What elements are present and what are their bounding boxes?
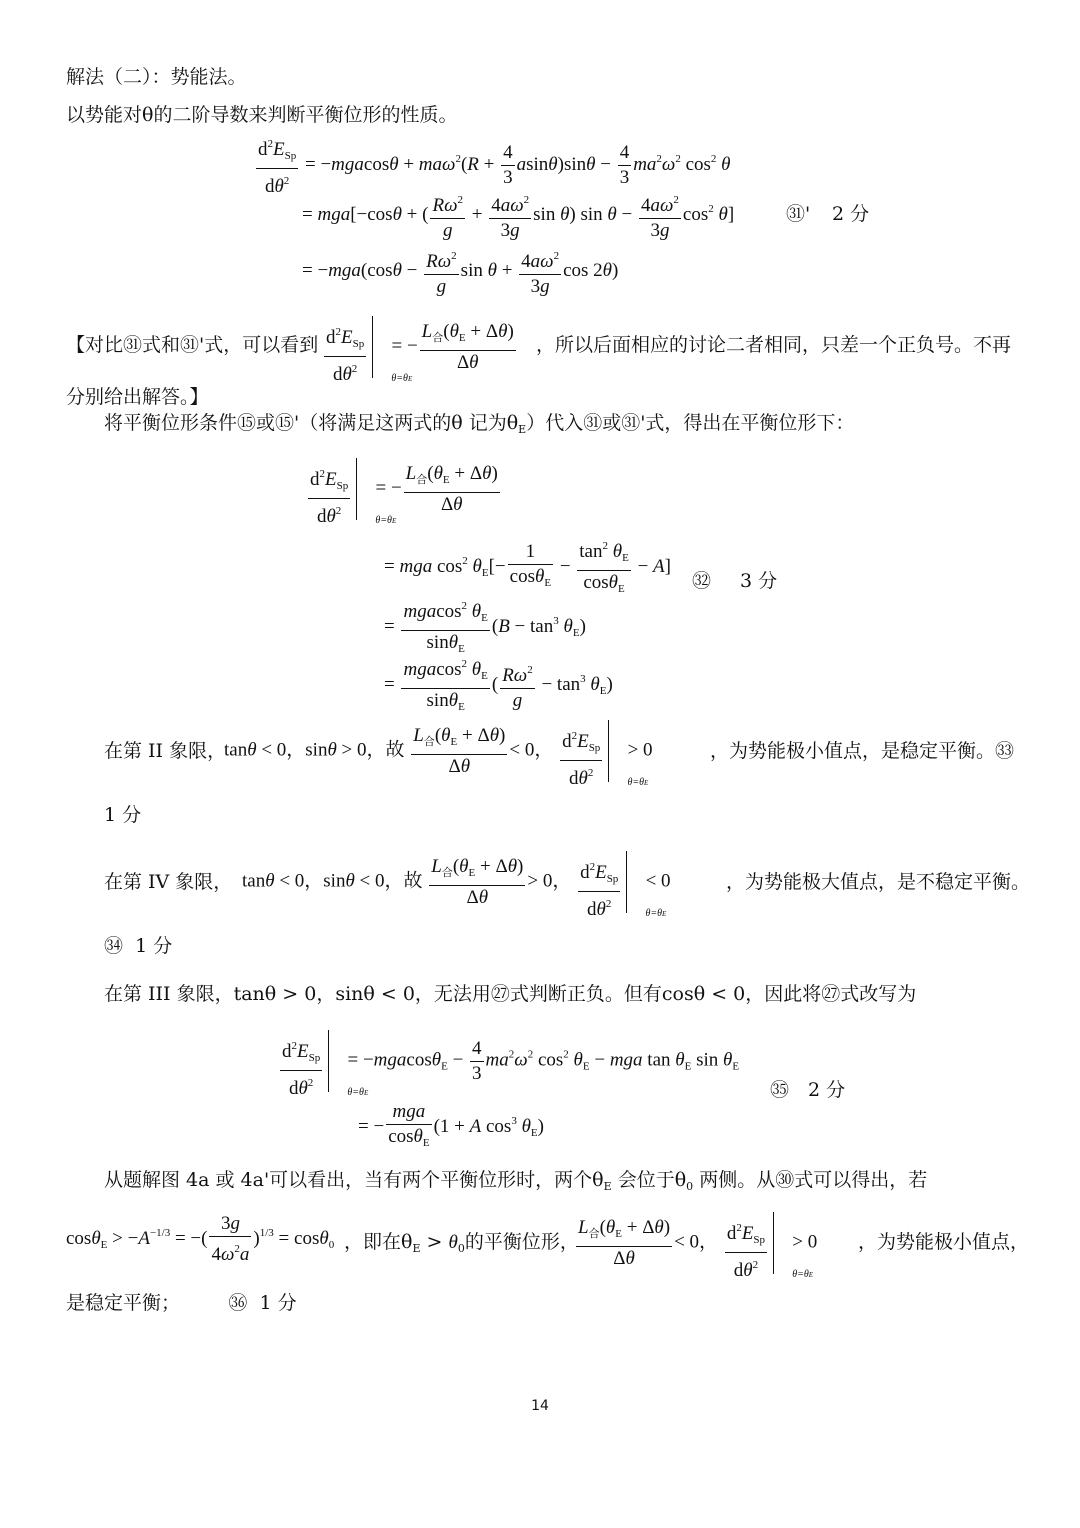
fig-text-head: 从题解图 4a 或 4a'可以看出，当有两个平衡位形时，两个θ xyxy=(104,1169,604,1191)
equation-35-line2: = − $\frac{\text{mga}}{\cos\theta_E}$ (1 + A $\cos^3 \theta_E$) xyxy=(358,1101,544,1149)
equation-32-tag: ㉜ xyxy=(692,570,712,592)
fig-text: 从题解图 4a 或 4a'可以看出，当有两个平衡位形时，两个$\theta_E$ 会位于$\theta_0$ 两侧。从㉚式可以得出，若 xyxy=(104,1169,928,1193)
equation-31p-tag: ㉛' xyxy=(786,203,811,225)
substitute-text: 将平衡位形条件⑮或⑮'（将满足这两式的θ 记为$\theta_E$）代入㉛或㉛'式，得出在平衡位形下： xyxy=(104,412,855,436)
final-line xyxy=(66,1290,297,1316)
last-tail: ，为势能极小值点， xyxy=(858,1231,1030,1253)
q4-score: 1 分 xyxy=(135,935,173,957)
equation-35-line1: $\frac{d^2E_{Sp}}{d\theta^2}$ θ=θE = −mgacosθ$_E$ − $\frac{4}{3}$ $ma^2\omega^2$ $\cos^2 \theta_E$ − mga $\tan \theta_E$ $\sin \theta_E$ xyxy=(278,1030,739,1092)
note-tail: ，所以后面相应的讨论二者相同，只差一个正负号。不再 xyxy=(536,334,1012,356)
equation-32-line1: $\frac{d^2E_{Sp}}{d\theta^2}$ θ=θE = − $\frac{L_合(\theta_E + \Delta\theta)}{\Delta\theta}$ xyxy=(306,458,502,520)
last-mid-text2: 的平衡位形， xyxy=(464,1231,579,1253)
q4-equation: tanθ < 0，sinθ < 0，故 $\frac{L_合(\theta_E + \Delta\theta)}{\Delta\theta}$ > 0， $\frac{d^2E_{Sp}}{d\theta^2}$ θ=θE < 0 xyxy=(242,851,671,913)
page-number: 14 xyxy=(531,1398,549,1414)
q3-text: 在第 III 象限，tanθ > 0，sinθ < 0，无法用㉗式判断正负。但有cosθ < 0，因此将㉗式改写为 xyxy=(104,983,917,1005)
equation-32-score: 3 分 xyxy=(740,570,778,592)
substitute-head: 将平衡位形条件⑮或⑮'（将满足这两式的θ 记为θ xyxy=(104,412,519,434)
final-tag: ㊱ xyxy=(228,1292,248,1314)
q4-prefix: 在第 IV 象限， xyxy=(104,871,233,893)
q2-score: 1 分 xyxy=(104,804,142,826)
equation-31p-line3: = −mga(cosθ − $\frac{R\omega^2}{g}$ sin θ + $\frac{4a\omega^2}{3g}$ cos 2θ) xyxy=(302,244,618,299)
last-mid-text: ，即在θ xyxy=(344,1231,413,1253)
equation-35-tag: ㉟ xyxy=(770,1079,790,1101)
equation-32-line4: = $\frac{mgacos^2 \theta_E}{\sin\theta_E}$ ( $\frac{R\omega^2}{g}$ − $\tan^3 \theta_E$) xyxy=(384,652,613,719)
note-text: 【对比㉛式和㉛'式，可以看到 xyxy=(66,334,319,356)
q2-tail: ，为势能极小值点，是稳定平衡。㉝ xyxy=(710,740,1015,762)
substitute-tail: ）代入㉛或㉛'式，得出在平衡位形下： xyxy=(526,412,855,434)
section-heading: 解法（二）：势能法。 xyxy=(66,66,247,88)
last-condition-equation: $\cos\theta_E > -A^{-1/3}$ = −( $\frac{3g}{4\omega^2a}$ )$^{1/3}$ = cosθ$_0$ xyxy=(66,1213,335,1265)
equation-35-score: 2 分 xyxy=(808,1079,846,1101)
note-end: 分别给出解答。】 xyxy=(66,386,209,408)
q4-tail: ，为势能极大值点，是不稳定平衡。 xyxy=(726,871,1031,893)
equation-31p-score: 2 分 xyxy=(832,203,870,225)
q2-prefix: 在第 II 象限， xyxy=(104,740,227,762)
q2-equation: tanθ < 0，sinθ > 0，故 $\frac{L_合(\theta_E + \Delta\theta)}{\Delta\theta}$ < 0， $\frac{d^2E_{Sp}}{d\theta^2}$ θ=θE > 0 xyxy=(224,720,653,782)
fig-text-end: 两侧。从㉚式可以得出，若 xyxy=(699,1169,928,1191)
q4-tag: ㉞ xyxy=(104,935,124,957)
last-mid: ，即在$\theta_E > \theta_0$的平衡位形， xyxy=(344,1231,579,1255)
note-equation: $\frac{d^2E_{Sp}}{d\theta^2}$ θ=θE = − $\frac{L_合(\theta_E + \Delta\theta)}{\Delta\theta}$ xyxy=(322,316,518,378)
fig-text-mid: 会位于θ xyxy=(617,1169,687,1191)
equation-31p-line1: $\frac{d^2E_{Sp}}{d\theta^2}$ = −mgacosθ + maω$^2$(R + $\frac{4}{3}$ asinθ)sinθ − $\frac{4}{3}$ $ma^2\omega^2$ $\cos^2 \theta$ xyxy=(254,132,731,199)
equation-32-line3: = $\frac{mgacos^2 \theta_E}{\sin\theta_E}$ $(B - \tan^3 \theta_E)$ xyxy=(384,594,586,661)
final-score: 1 分 xyxy=(259,1292,297,1314)
q4-tag-score xyxy=(104,933,172,959)
final-text: 是稳定平衡； xyxy=(66,1292,181,1314)
intro-text: 以势能对θ的二阶导数来判断平衡位形的性质。 xyxy=(66,104,458,126)
equation-32-line2: = mga $\cos^2 \theta_E[-$ $\frac{1}{\cos\theta_E}$ − $\frac{\tan^2 \theta_E}{\cos\theta_E}$ − A] xyxy=(384,534,671,601)
equation-31p-line2: = mga[−cosθ + ( $\frac{R\omega^2}{g}$ + $\frac{4a\omega^2}{3g}$ sin θ) sin θ − $\frac{4a\omega^2}{3g}$ $\cos^2 \theta$] xyxy=(302,188,734,243)
last-derivative-equation: $\frac{L_合(\theta_E + \Delta\theta)}{\Delta\theta}$ < 0， $\frac{d^2E_{Sp}}{d\theta^2}$ θ=θE > 0 xyxy=(574,1212,817,1274)
